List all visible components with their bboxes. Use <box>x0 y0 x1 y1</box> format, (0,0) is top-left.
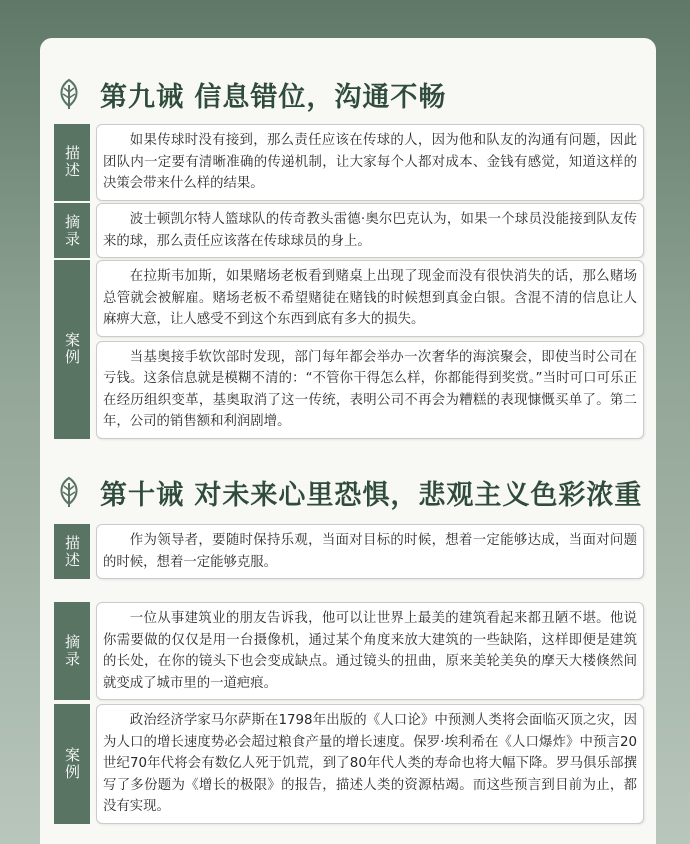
section10-header <box>52 470 642 514</box>
section10-excerpt-tag: 摘录 <box>54 602 90 700</box>
section9-desc-row <box>54 124 644 201</box>
section10-excerpt-text: 一位从事建筑业的朋友告诉我，他可以让世界上最美的建筑看起来都丑陋不堪。他说你需要做的仅仅是用一台摄像机，通过某个角度来放大建筑的一些缺陷，这样即便是建筑的长处，在你的镜头下也会变成缺点。通过镜头的扭曲，原来美轮美奂的摩天大楼倏然间就变成了城市里的一道疤痕。 <box>96 602 644 700</box>
section9-excerpt-tag: 摘录 <box>54 203 90 258</box>
leaf-icon <box>52 475 86 509</box>
section9-excerpt-text: 波士顿凯尔特人篮球队的传奇教头雷德·奥尔巴克认为，如果一个球员没能接到队友传来的球，那么责任应该落在传球球员的身上。 <box>96 203 644 258</box>
section10-desc-row <box>54 524 644 579</box>
section9-case-row <box>54 260 644 439</box>
section9-case-tag: 案例 <box>54 260 90 439</box>
section10-case-row <box>54 704 644 824</box>
section9-case-text-2: 当基奥接手软饮部时发现，部门每年都会举办一次奢华的海滨聚会，即使当时公司在亏钱。这条信息就是模糊不清的：“不管你干得怎么样，你都能得到奖赏。”当时可口可乐正在经历组织变革，基奥取消了这一传统，表明公司不再会为糟糕的表现慷慨买单了。第二年，公司的销售额和利润剧增。 <box>96 341 644 439</box>
article-card <box>40 38 656 844</box>
section9-header <box>52 72 446 116</box>
section9-title: 第九诫 信息错位，沟通不畅 <box>100 81 447 113</box>
section10-desc-tag: 描述 <box>54 524 90 579</box>
section9-excerpt-row <box>54 203 644 258</box>
section10-title: 第十诫 对未来心里恐惧，悲观主义色彩浓重 <box>100 479 643 511</box>
section9-case-text-1: 在拉斯韦加斯，如果赌场老板看到赌桌上出现了现金而没有很快消失的话，那么赌场总管就会被解雇。赌场老板不希望赌徒在赌钱的时候想到真金白银。含混不清的信息让人麻痹大意，让人感受不到这个东西到底有多大的损失。 <box>96 260 644 337</box>
section9-desc-text: 如果传球时没有接到，那么责任应该在传球的人，因为他和队友的沟通有问题，因此团队内一定要有清晰准确的传递机制，让大家每个人都对成本、金钱有感觉，知道这样的决策会带来什么样的结果。 <box>96 124 644 201</box>
section9-desc-tag: 描述 <box>54 124 90 201</box>
section10-desc-text: 作为领导者，要随时保持乐观，当面对目标的时候，想着一定能够达成，当面对问题的时候，想着一定能够克服。 <box>96 524 644 579</box>
section10-case-tag: 案例 <box>54 704 90 824</box>
section10-case-text: 政治经济学家马尔萨斯在1798年出版的《人口论》中预测人类将会面临灭顶之灾，因为人口的增长速度势必会超过粮食产量的增长速度。保罗·埃利希在《人口爆炸》中预言20世纪70年代将会有数亿人死于饥荒，到了80年代人类的寿命也将大幅下降。罗马俱乐部撰写了多份题为《增长的极限》的报告，描述人类的资源枯竭。而这些预言到目前为止，都没有实现。 <box>96 704 644 824</box>
section10-excerpt-row <box>54 602 644 700</box>
leaf-icon <box>52 77 86 111</box>
